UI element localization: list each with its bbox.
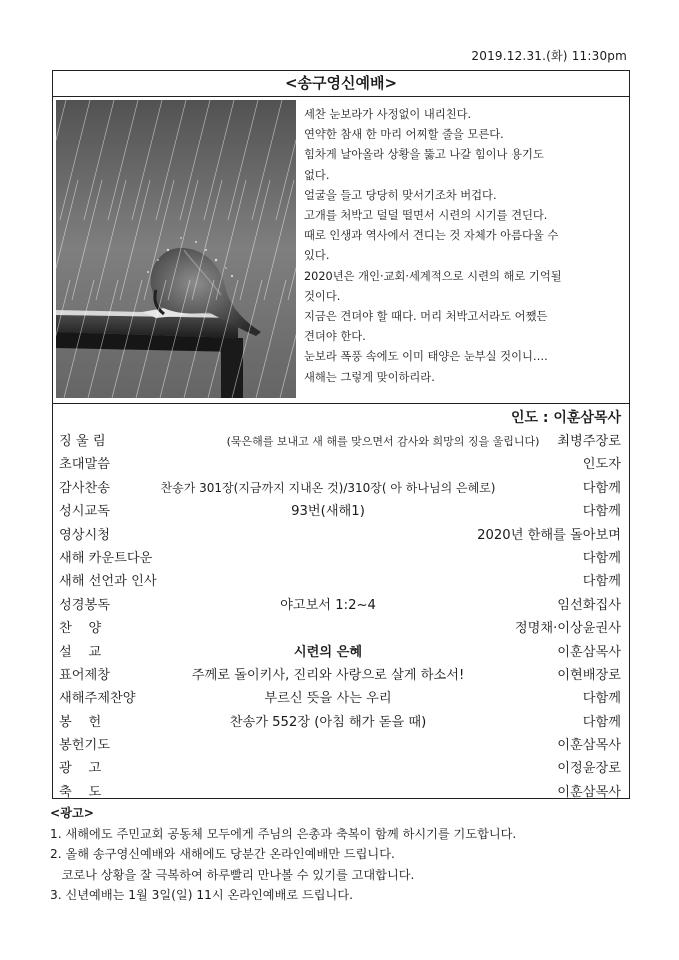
- sermon-title: 시련의 은혜: [293, 644, 363, 660]
- program-item-name: 봉헌기도: [59, 738, 110, 754]
- program-item-detail: 야고보서 1:2~4: [280, 597, 376, 613]
- poem-line: 고개를 처박고 덜덜 떨면서 시련의 시기를 견딘다.: [304, 209, 548, 223]
- program-item-person: 다함께: [582, 714, 621, 730]
- intro-section: [53, 97, 629, 404]
- poem-line: 힘차게 날아올라 상황을 뚫고 나갈 힘이나 용기도: [304, 148, 544, 162]
- reflection-poem: [304, 105, 624, 388]
- program-item-person: 인도자: [582, 457, 621, 473]
- service-date: 2019.12.31.(화) 11:30pm: [471, 49, 627, 63]
- poem-line: 새해는 그렇게 맞이하리라.: [304, 370, 435, 384]
- announcement-item: 3. 신년예배는 1월 3일(일) 11시 온라인예배로 드립니다.: [50, 888, 353, 902]
- bulletin-frame: [52, 70, 630, 799]
- program-row: [53, 617, 629, 640]
- program-item-name: 봉 헌: [59, 714, 102, 730]
- poem-line: 때로 인생과 역사에서 견디는 것 자체가 아름다울 수: [304, 229, 559, 243]
- sparrow-in-snowstorm-photo: [56, 100, 296, 398]
- poem-line: 얼굴을 들고 당당히 맞서기조차 버겁다.: [304, 188, 497, 202]
- program-row: [53, 547, 629, 570]
- program-row: [53, 524, 629, 547]
- program-item-person: 최병주장로: [557, 434, 621, 449]
- program-row: [53, 570, 629, 593]
- program-item-detail: 찬송가 552장 (아침 해가 돋을 때): [229, 714, 427, 730]
- program-item-person: 이훈삼목사: [557, 644, 621, 660]
- poem-line: 연약한 참새 한 마리 어찌할 줄을 모른다.: [304, 128, 504, 142]
- program-item-person: 이훈삼목사: [557, 784, 621, 800]
- program-item-name: 광 고: [59, 761, 102, 777]
- program-row: [53, 711, 629, 734]
- program-item-name: 감사찬송: [59, 480, 110, 496]
- announcements-title: <광고>: [50, 806, 94, 820]
- program-item-person: 이훈삼목사: [557, 738, 621, 754]
- program-item-name: 찬 양: [59, 621, 102, 637]
- service-leader: 인도 : 이훈삼목사: [510, 410, 621, 426]
- program-row: [53, 687, 629, 710]
- program-row: [53, 453, 629, 476]
- program-item-name: 축 도: [59, 784, 102, 800]
- program-item-detail: 부르신 뜻을 사는 우리: [264, 691, 392, 707]
- poem-line: 지금은 견뎌야 할 때다. 머리 처박고서라도 어쨌든: [304, 310, 548, 324]
- program-row: [53, 500, 629, 523]
- program-item-detail: (묵은해를 보내고 새 해를 맞으면서 감사와 희망의 징을 울립니다): [226, 435, 540, 448]
- poem-line: 2020년은 개인·교회·세계적으로 시련의 해로 기억될: [304, 269, 562, 283]
- program-item-name: 새해 선언과 인사: [59, 574, 157, 590]
- announcement-item: 코로나 상황을 잘 극복하여 하루빨리 만나볼 수 있기를 고대합니다.: [50, 867, 415, 882]
- program-item-name: 영상시청: [59, 527, 110, 543]
- program-item-name: 새해 카운트다운: [59, 550, 153, 566]
- program-item-person: 다함께: [582, 574, 621, 590]
- poem-line: 견뎌야 한다.: [304, 330, 366, 344]
- program-row: [53, 781, 629, 804]
- program-row: [53, 641, 629, 664]
- poem-line: 있다.: [304, 249, 330, 263]
- program-row: [53, 594, 629, 617]
- program-item-person: 임선화집사: [557, 597, 621, 613]
- program-item-name: 설 교: [59, 644, 102, 660]
- program-row: [53, 430, 629, 453]
- poem-line: 없다.: [304, 168, 330, 182]
- program-item-person: 2020년 한해를 돌아보며: [477, 527, 621, 543]
- program-item-detail: 93번(새해1): [291, 504, 365, 520]
- program-item-detail: 주께로 돌이키사, 진리와 사랑으로 살게 하소서!: [191, 667, 465, 683]
- program-row: [53, 477, 629, 500]
- program-row: [53, 734, 629, 757]
- program-item-name: 초대말씀: [59, 457, 110, 473]
- announcement-item: 2. 올해 송구영신예배와 새해에도 당분간 온라인예배만 드립니다.: [50, 847, 395, 861]
- program-row: [53, 757, 629, 780]
- program-item-person: 정명채·이상윤권사: [514, 621, 621, 637]
- poem-line: 눈보라 폭풍 속에도 이미 태양은 눈부실 것이니….: [304, 350, 548, 364]
- program-item-detail: 찬송가 301장(지금까지 지내온 것)/310장( 아 하나님의 은혜로): [160, 480, 496, 495]
- program-item-name: 성경봉독: [59, 597, 110, 613]
- program-item-person: 다함께: [582, 480, 621, 496]
- program-item-person: 다함께: [582, 504, 621, 520]
- program-row: [53, 664, 629, 687]
- poem-line: 세찬 눈보라가 사정없이 내리친다.: [304, 108, 472, 121]
- program-item-person: 이정윤장로: [557, 761, 621, 777]
- program-item-name: 새해주제찬양: [59, 691, 136, 707]
- program-item-name: 징 울 림: [59, 434, 106, 449]
- program-item-person: 다함께: [582, 550, 621, 566]
- announcements: [50, 803, 650, 906]
- program-item-name: 표어제창: [59, 667, 110, 683]
- order-of-service: [53, 430, 629, 804]
- program-item-person: 이현배장로: [557, 667, 621, 683]
- announcement-item: 1. 새해에도 주민교회 공동체 모두에게 주님의 은총과 축복이 함께 하시기를 기도합니다.: [50, 826, 517, 841]
- program-item-name: 성시교독: [59, 504, 110, 520]
- program-item-person: 다함께: [582, 691, 621, 707]
- poem-line: 것이다.: [304, 289, 341, 303]
- service-title: <송구영신예배>: [53, 71, 629, 97]
